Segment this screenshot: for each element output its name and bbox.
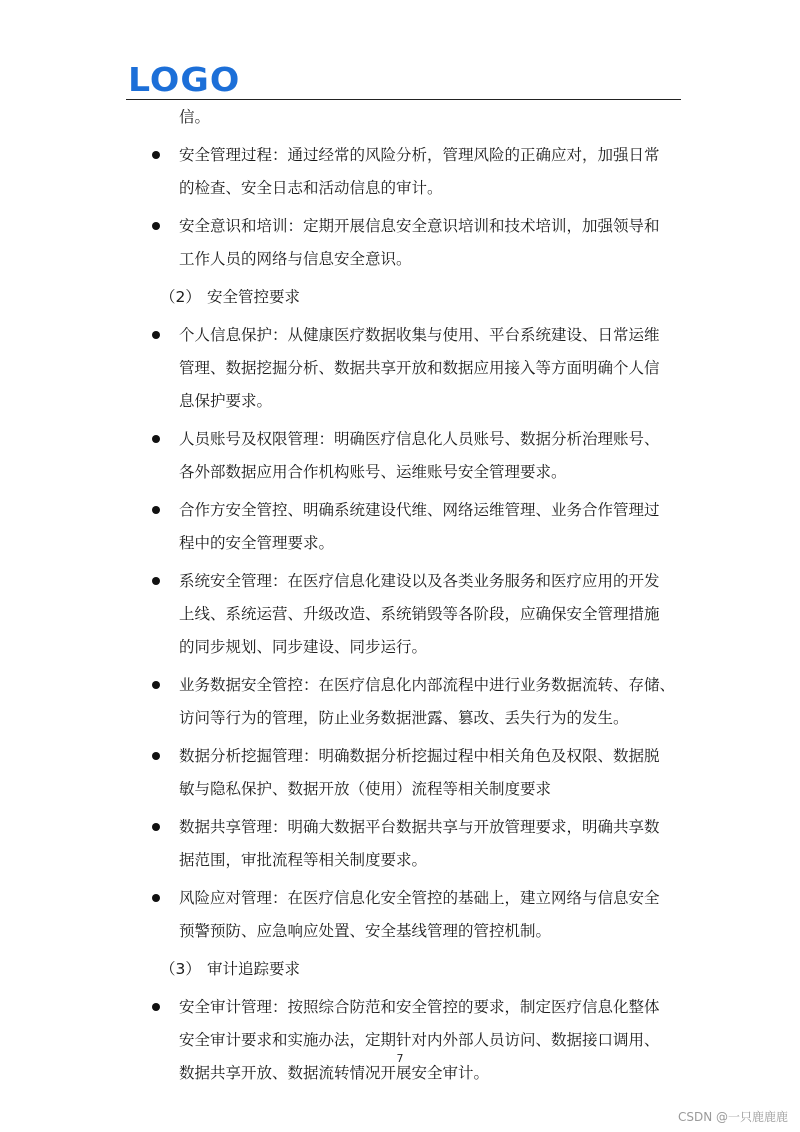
bullet-text-line: 的同步规划、同步建设、同步运行。 <box>179 638 428 656</box>
bullet-text-line: 各外部数据应用合作机构账号、运维账号安全管理要求。 <box>179 463 567 481</box>
bullet-text-line: 安全管理过程：通过经常的风险分析，管理风险的正确应对，加强日常 <box>179 146 660 164</box>
bullet-text-line: 访问等行为的管理，防止业务数据泄露、篡改、丢失行为的发生。 <box>179 709 629 727</box>
bullet-text-line: 程中的安全管理要求。 <box>179 534 335 552</box>
bullet-icon <box>152 823 160 831</box>
bullet-text-line: 上线、系统运营、升级改造、系统销毁等各阶段，应确保安全管理措施 <box>179 605 660 623</box>
bullet-icon <box>152 752 160 760</box>
bullet-text-line: 预警预防、应急响应处置、安全基线管理的管控机制。 <box>179 922 552 940</box>
bullet-icon <box>152 506 160 514</box>
bullet-text-line: 的检查、安全日志和活动信息的审计。 <box>179 179 443 197</box>
bullet-text-line: 安全审计要求和实施办法，定期针对内外部人员访问、数据接口调用、 <box>179 1031 660 1049</box>
bullet-text-line: 合作方安全管控、明确系统建设代维、网络运维管理、业务合作管理过 <box>179 501 660 519</box>
bullet-text-line: 管理、数据挖掘分析、数据共享开放和数据应用接入等方面明确个人信 <box>179 359 660 377</box>
bullet-text-line: 系统安全管理：在医疗信息化建设以及各类业务服务和医疗应用的开发 <box>179 572 660 590</box>
bullet-text-line: 数据共享管理：明确大数据平台数据共享与开放管理要求，明确共享数 <box>179 818 660 836</box>
watermark: CSDN @一只鹿鹿鹿 <box>677 1110 788 1124</box>
section-heading: 安全管控要求 <box>207 288 301 306</box>
bullet-icon <box>152 681 160 689</box>
bullet-icon <box>152 435 160 443</box>
bullet-text-line: 据范围，审批流程等相关制度要求。 <box>179 851 428 869</box>
bullet-text-line: 工作人员的网络与信息安全意识。 <box>179 250 412 268</box>
bullet-text-line: 人员账号及权限管理：明确医疗信息化人员账号、数据分析治理账号、 <box>179 430 660 448</box>
bullet-icon <box>152 331 160 339</box>
section-number: （2） <box>160 288 201 306</box>
bullet-text-line: 业务数据安全管控：在医疗信息化内部流程中进行业务数据流转、存储、 <box>179 676 676 694</box>
bullet-icon <box>152 1003 160 1011</box>
bullet-icon <box>152 577 160 585</box>
bullet-text-line: 数据分析挖掘管理：明确数据分析挖掘过程中相关角色及权限、数据脱 <box>179 747 660 765</box>
bullet-text-line: 个人信息保护：从健康医疗数据收集与使用、平台系统建设、日常运维 <box>179 326 660 344</box>
bullet-icon <box>152 222 160 230</box>
bullet-icon <box>152 894 160 902</box>
bullet-text-line: 安全意识和培训：定期开展信息安全意识培训和技术培训，加强领导和 <box>179 217 660 235</box>
section-heading: 审计追踪要求 <box>207 960 301 978</box>
company-logo: LOGO <box>128 60 241 99</box>
section-number: （3） <box>160 960 201 978</box>
bullet-text-line: 安全审计管理：按照综合防范和安全管控的要求，制定医疗信息化整体 <box>179 998 660 1016</box>
bullet-text-line: 敏与隐私保护、数据开放（使用）流程等相关制度要求 <box>179 780 552 798</box>
paragraph-continuation: 信。 <box>179 108 211 126</box>
page-number: 7 <box>396 1052 404 1065</box>
header-rule <box>126 99 681 100</box>
bullet-icon <box>152 151 160 159</box>
bullet-text-line: 风险应对管理：在医疗信息化安全管控的基础上，建立网络与信息安全 <box>179 889 660 907</box>
bullet-text-line: 数据共享开放、数据流转情况开展安全审计。 <box>179 1064 490 1082</box>
bullet-text-line: 息保护要求。 <box>179 392 273 410</box>
